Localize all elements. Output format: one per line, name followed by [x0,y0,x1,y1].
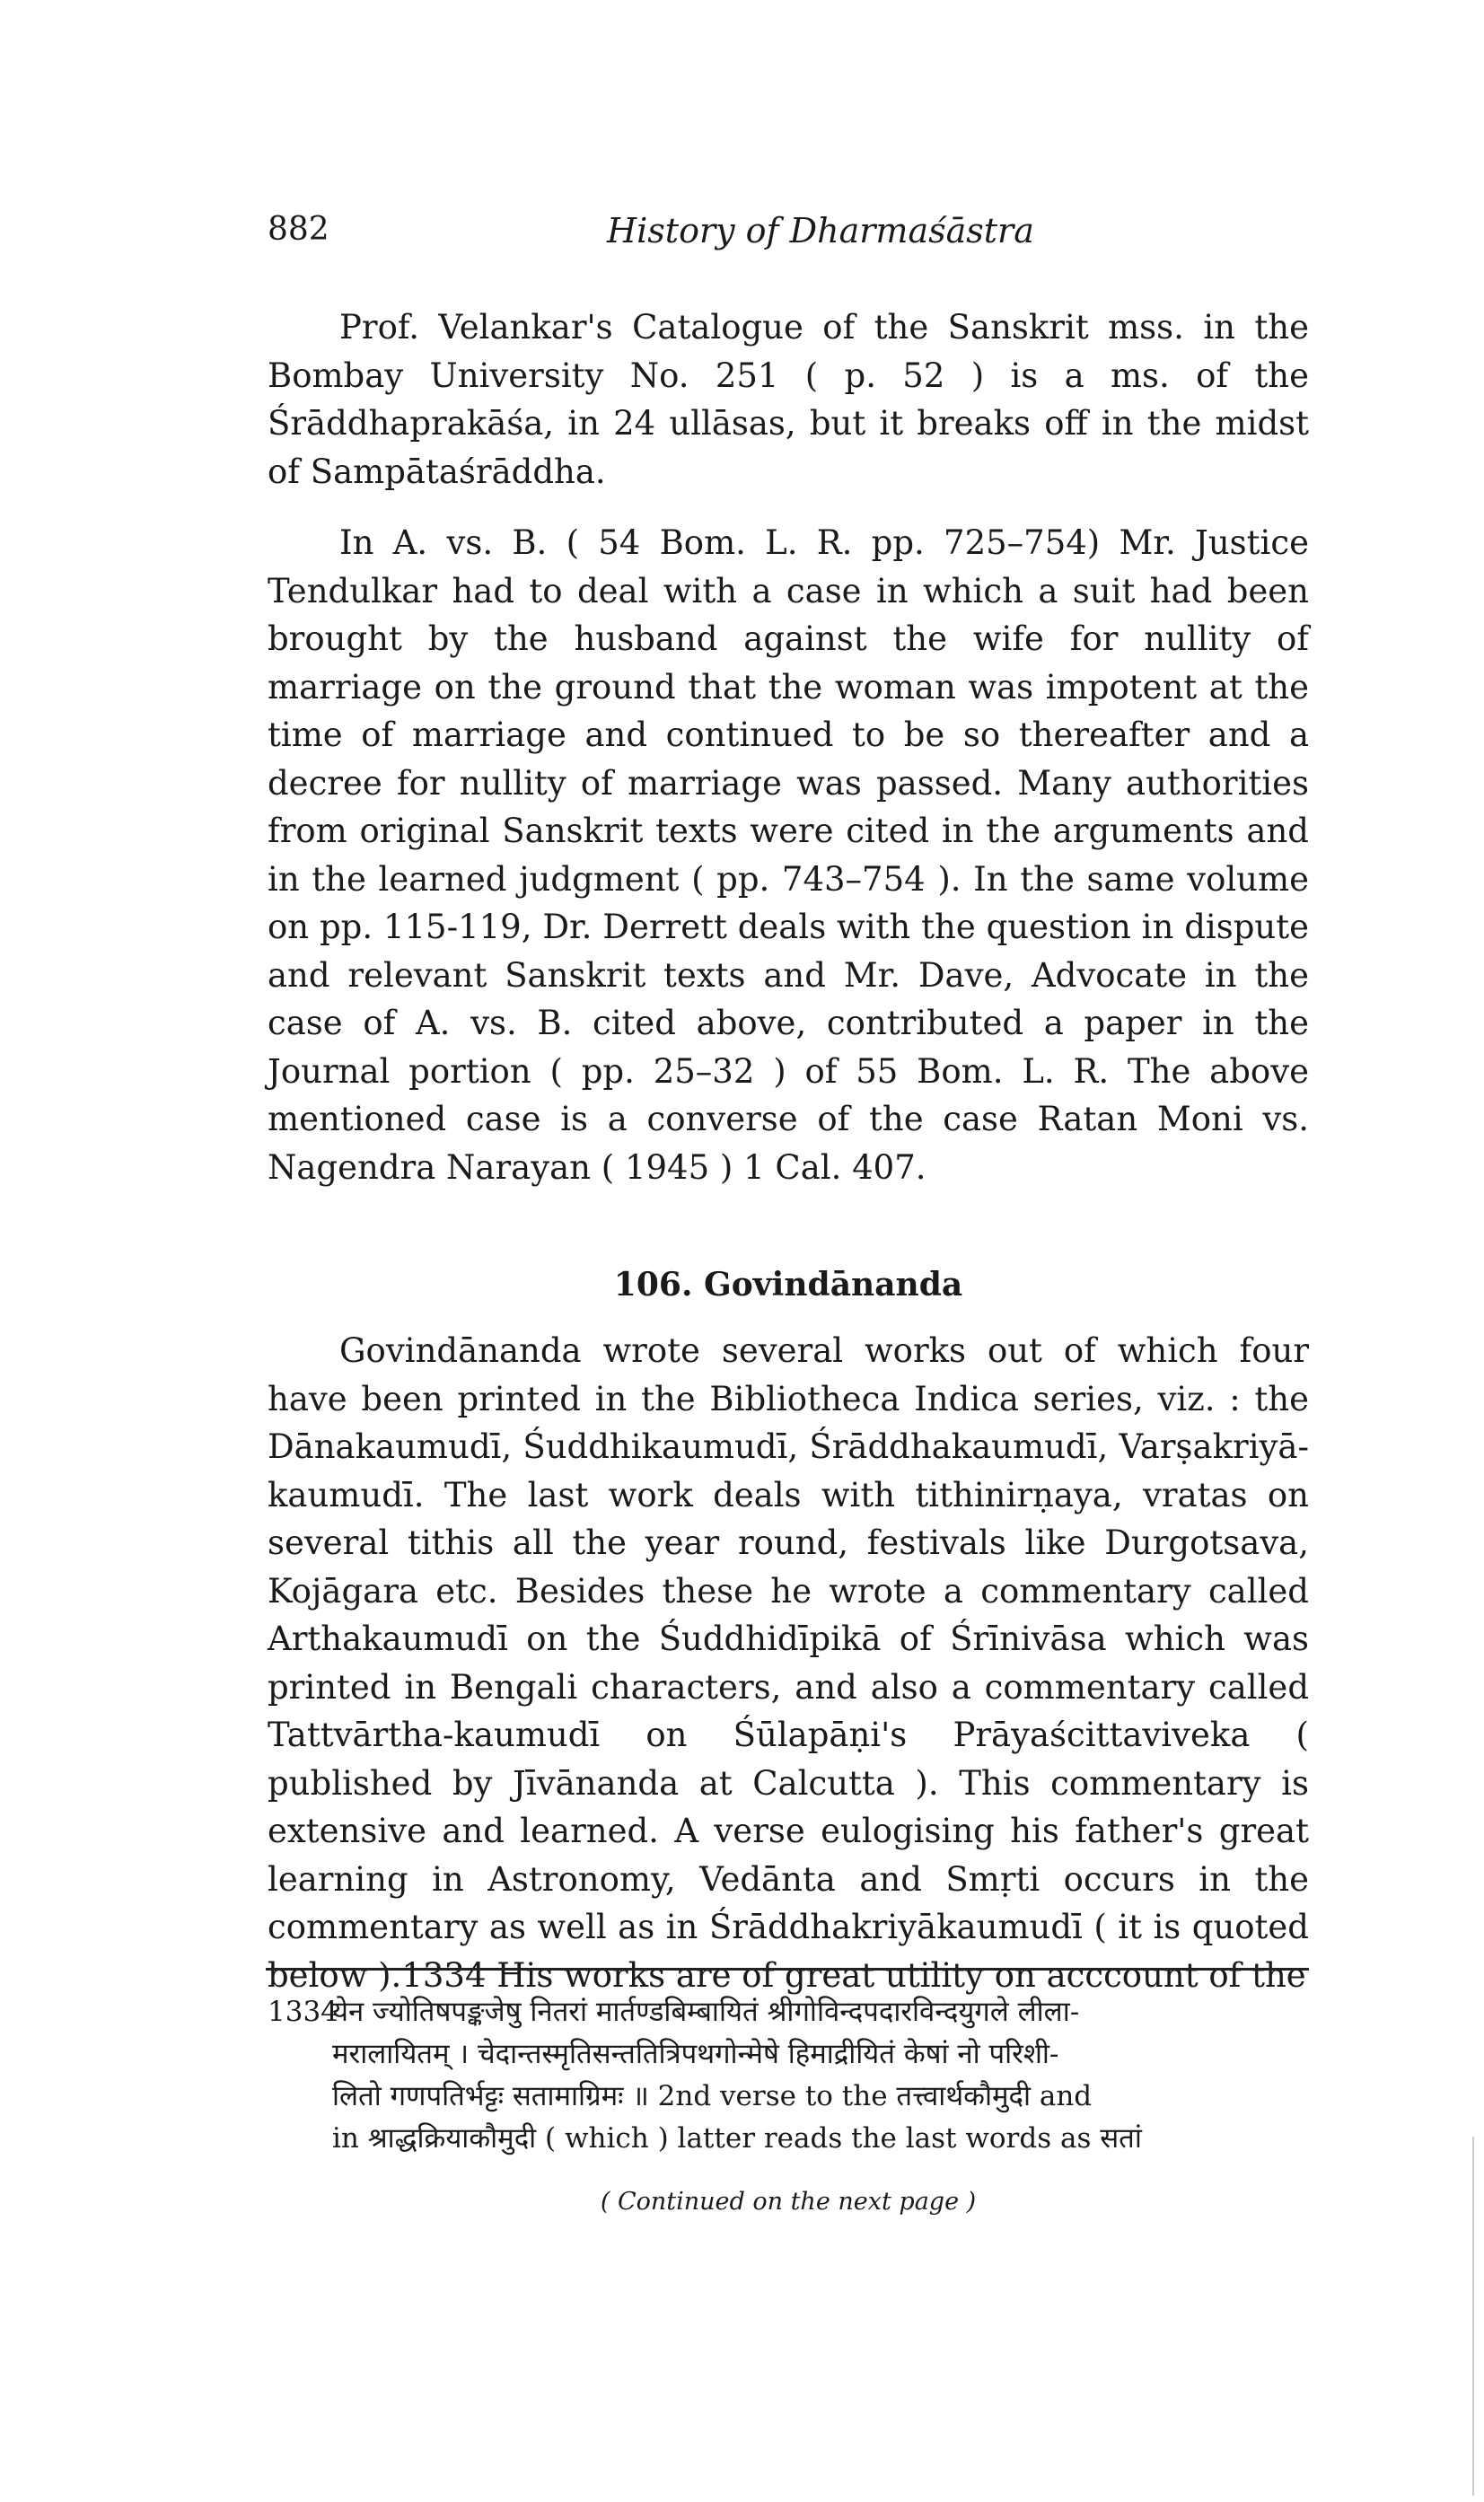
page-header [268,211,1309,265]
paragraph-text: Prof. Velankar's Catalogue of the Sanskrit mss. in the Bombay University No. 251 ( p. 52 ) is a ms. of the Śrāddhaprakāśa, in 24 ullāsas, but it breaks off in the midst of Sampātaśrāddha. [268,308,1309,491]
footnote-divider [266,1968,1309,1971]
footnote-line [268,1991,1309,2033]
continued-note: ( Continued on the next page ) [600,2188,977,2216]
paragraph-case [268,519,1309,1191]
footnote-line: in श्राद्धक्रियाकौमुदी ( which ) latter reads the last words as सतां [332,2122,1142,2155]
section-heading: 106. Govindānanda [613,1266,963,1304]
scan-edge-line [1472,2137,1474,2496]
footnote-line: लितो गणपतिर्भट्टः सतामाग्रिमः ॥ 2nd verse to the तत्त्वार्थकौमुदी and [332,2080,1093,2112]
paragraph-govindananda [268,1327,1309,1999]
paragraph-catalogue [268,303,1309,496]
running-title: History of Dharmaśāstra [607,211,1034,250]
footnote-number: 1334 [268,1996,338,2028]
footnote-line: मरालायितम् । चेदान्तस्मृतिसन्ततित्रिपथगोन्मेषे हिमाद्रीयितं केषां नो परिशी- [332,2038,1059,2070]
paragraph-text: Govindānanda wrote several works out of which four have been printed in the Bibliotheca Indica series, viz. : the Dānakaumudī, Śuddhikaumudī, Śrāddhakaumudī, Varṣakriyā-kaumudī. The last work deals with tithinirṇaya, vratas on several tithis all the year round, festivals like Durgotsava, Kojāgara etc. Besides these he wrote a commentary called Arthakaumudī on the Śuddhidīpikā of Śrīnivāsa which was printed in Bengali characters, and also a commentary called Tattvārtha-kaumudī on Śūlapāṇi's Prāyaścittaviveka ( published by Jīvānanda at Calcutta ). This commentary is extensive and learned. A verse eulogising his father's great learning in Astronomy, Vedānta and Smṛti occurs in the commentary as well as in Śrāddhakriyākaumudī ( it is quoted below ).1334 His works are of great utility on acccount of the [268,1331,1309,1995]
footnote-text: येन ज्योतिषपङ्कजेषु नितरां मार्तण्डबिम्बायितं श्रीगोविन्दपदारविन्दयुगले लीला- [332,1996,1080,2028]
page-number: 882 [268,211,329,248]
footnote [268,1991,1309,2160]
paragraph-text: In A. vs. B. ( 54 Bom. L. R. pp. 725–754) Mr. Justice Tendulkar had to deal with a case in which a suit had been brought by the husband against the wife for nullity of marriage on the ground that the woman was impotent at the time of marriage and continued to be so thereafter and a decree for nullity of marriage was passed. Many authorities from original Sanskrit texts were cited in the arguments and in the learned judgment ( pp. 743–754 ). In the same volume on pp. 115-119, Dr. Derrett deals with the question in dispute and relevant Sanskrit texts and Mr. Dave, Advocate in the case of A. vs. B. cited above, contributed a paper in the Journal portion ( pp. 25–32 ) of 55 Bom. L. R. The above mentioned case is a converse of the case Ratan Moni vs. Nagendra Narayan ( 1945 ) 1 Cal. 407. [268,523,1309,1187]
